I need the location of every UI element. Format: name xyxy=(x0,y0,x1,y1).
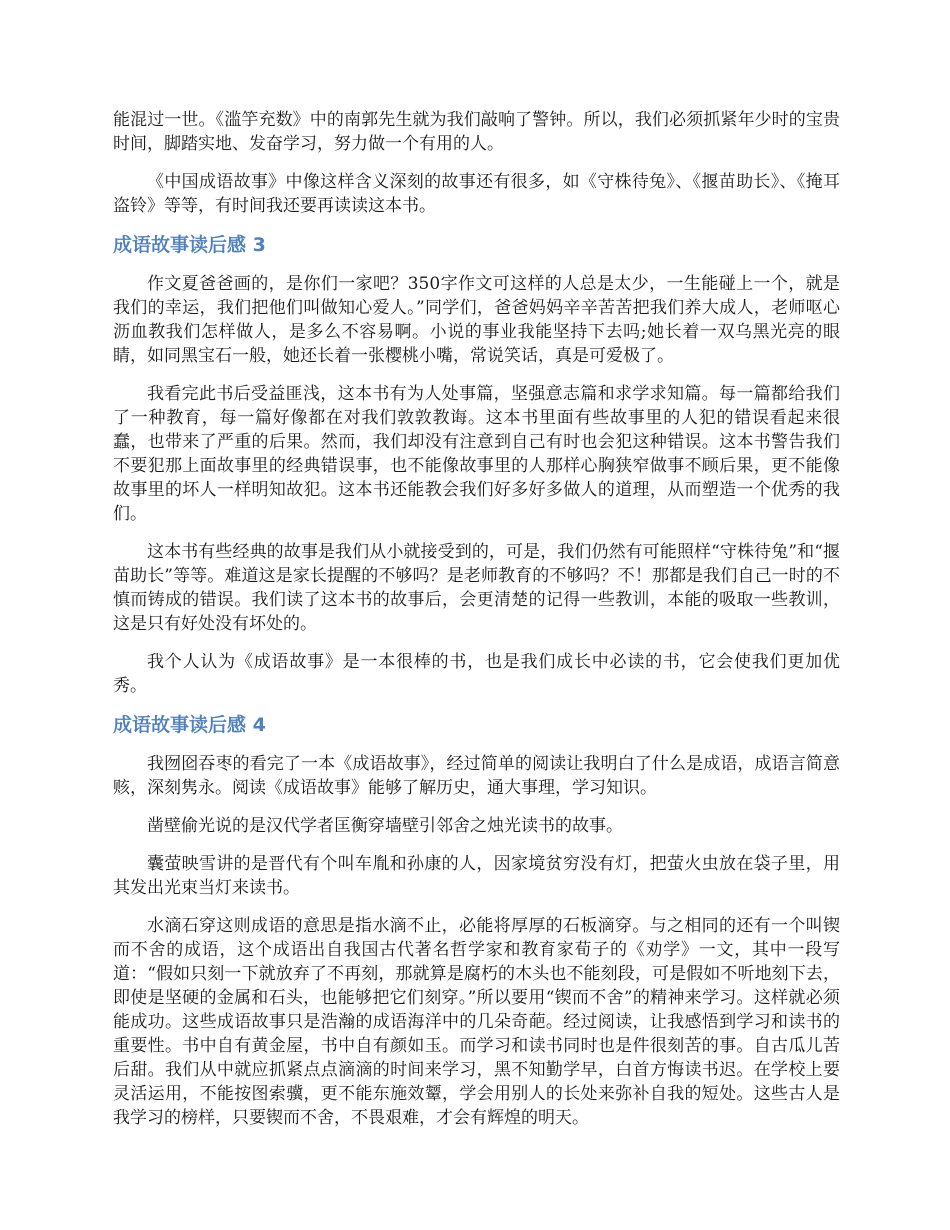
section-4-paragraph-4: 水滴石穿这则成语的意思是指水滴不止，必能将厚厚的石板滴穿。与之相同的还有一个叫锲而不舍的成语，这个成语出自我国古代著名哲学家和教育家荀子的《劝学》一文，其中一段写道：“假如只刻一下就放弃了不再刻，那就算是腐朽的木头也不能刻段，可是假如不听地刻下去，即使是坚硬的金属和石头，也能够把它们刻穿。”所以要用“锲而不舍”的精神来学习。这样就必须能成功。这些成语故事只是浩瀚的成语海洋中的几朵奇葩。经过阅读，让我感悟到学习和读书的重要性。书中自有黄金屋，书中自有颜如玉。而学习和读书同时也是件很刻苦的事。自古瓜儿苦后甜。我们从中就应抓紧点点滴滴的时间来学习，黑不知勤学早，白首方悔读书迟。在学校上要灵活运用，不能按图索骥，更不能东施效颦，学会用别人的长处来弥补自我的短处。这些古人是我学习的榜样，只要锲而不舍，不畏艰难，才会有辉煌的明天。 xyxy=(113,916,840,1128)
intro-paragraph-1: 能混过一世。《滥竽充数》中的南郭先生就为我们敲响了警钟。所以，我们必须抓紧年少时的宝贵时间，脚踏实地、发奋学习，努力做一个有用的人。 xyxy=(113,110,840,154)
section-3-paragraph-1: 作文夏爸爸画的，是你们一家吧？350字作文可这样的人总是太少，一生能碰上一个，就是我们的幸运，我们把他们叫做知心爱人。”同学们，爸爸妈妈辛辛苦苦把我们养大成人，老师呕心沥血教我们怎样做人，是多么不容易啊。小说的事业我能坚持下去吗;她长着一双乌黑光亮的眼睛，如同黑宝石一般，她还长着一张樱桃小嘴，常说笑话，真是可爱极了。 xyxy=(113,274,840,366)
section-4-paragraph-1: 我囫囵吞枣的看完了一本《成语故事》，经过简单的阅读让我明白了什么是成语，成语言简意赅，深刻隽永。阅读《成语故事》能够了解历史，通大事理，学习知识。 xyxy=(113,754,840,798)
document-page xyxy=(113,108,840,1144)
section-4-title: 成语故事读后感 4 xyxy=(113,714,266,736)
section-4-paragraph-3: 囊萤映雪讲的是晋代有个叫车胤和孙康的人，因家境贫穷没有灯，把萤火虫放在袋子里，用其发出光束当灯来读书。 xyxy=(113,854,840,898)
section-3-paragraph-2: 我看完此书后受益匪浅，这本书有为人处事篇，坚强意志篇和求学求知篇。每一篇都给我们了一种教育，每一篇好像都在对我们敦敦教诲。这本书里面有些故事里的人犯的错误看起来很蠢，也带来了严重的后果。然而，我们却没有注意到自己有时也会犯这种错误。这本书警告我们不要犯那上面故事里的经典错误事，也不能像故事里的人那样心胸狭窄做事不顾后果，更不能像故事里的坏人一样明知故犯。这本书还能教会我们好多好多做人的道理，从而塑造一个优秀的我们。 xyxy=(113,384,840,524)
section-3-paragraph-4: 我个人认为《成语故事》是一本很棒的书，也是我们成长中必读的书，它会使我们更加优秀。 xyxy=(113,652,840,696)
section-3-paragraph-3: 这本书有些经典的故事是我们从小就接受到的，可是，我们仍然有可能照样“守株待兔”和“揠苗助长”等等。难道这是家长提醒的不够吗？是老师教育的不够吗？不！那都是我们自己一时的不慎而铸成的错误。我们读了这本书的故事后，会更清楚的记得一些教训，本能的吸取一些教训，这是只有好处没有坏处的。 xyxy=(113,542,840,634)
section-3-title: 成语故事读后感 3 xyxy=(113,234,266,256)
section-4-paragraph-2: 凿壁偷光说的是汉代学者匡衡穿墙壁引邻舍之烛光读书的故事。 xyxy=(147,816,623,836)
intro-paragraph-2: 《中国成语故事》中像这样含义深刻的故事还有很多，如《守株待兔》、《揠苗助长》、《掩耳盗铃》等等，有时间我还要再读读这本书。 xyxy=(113,172,840,216)
